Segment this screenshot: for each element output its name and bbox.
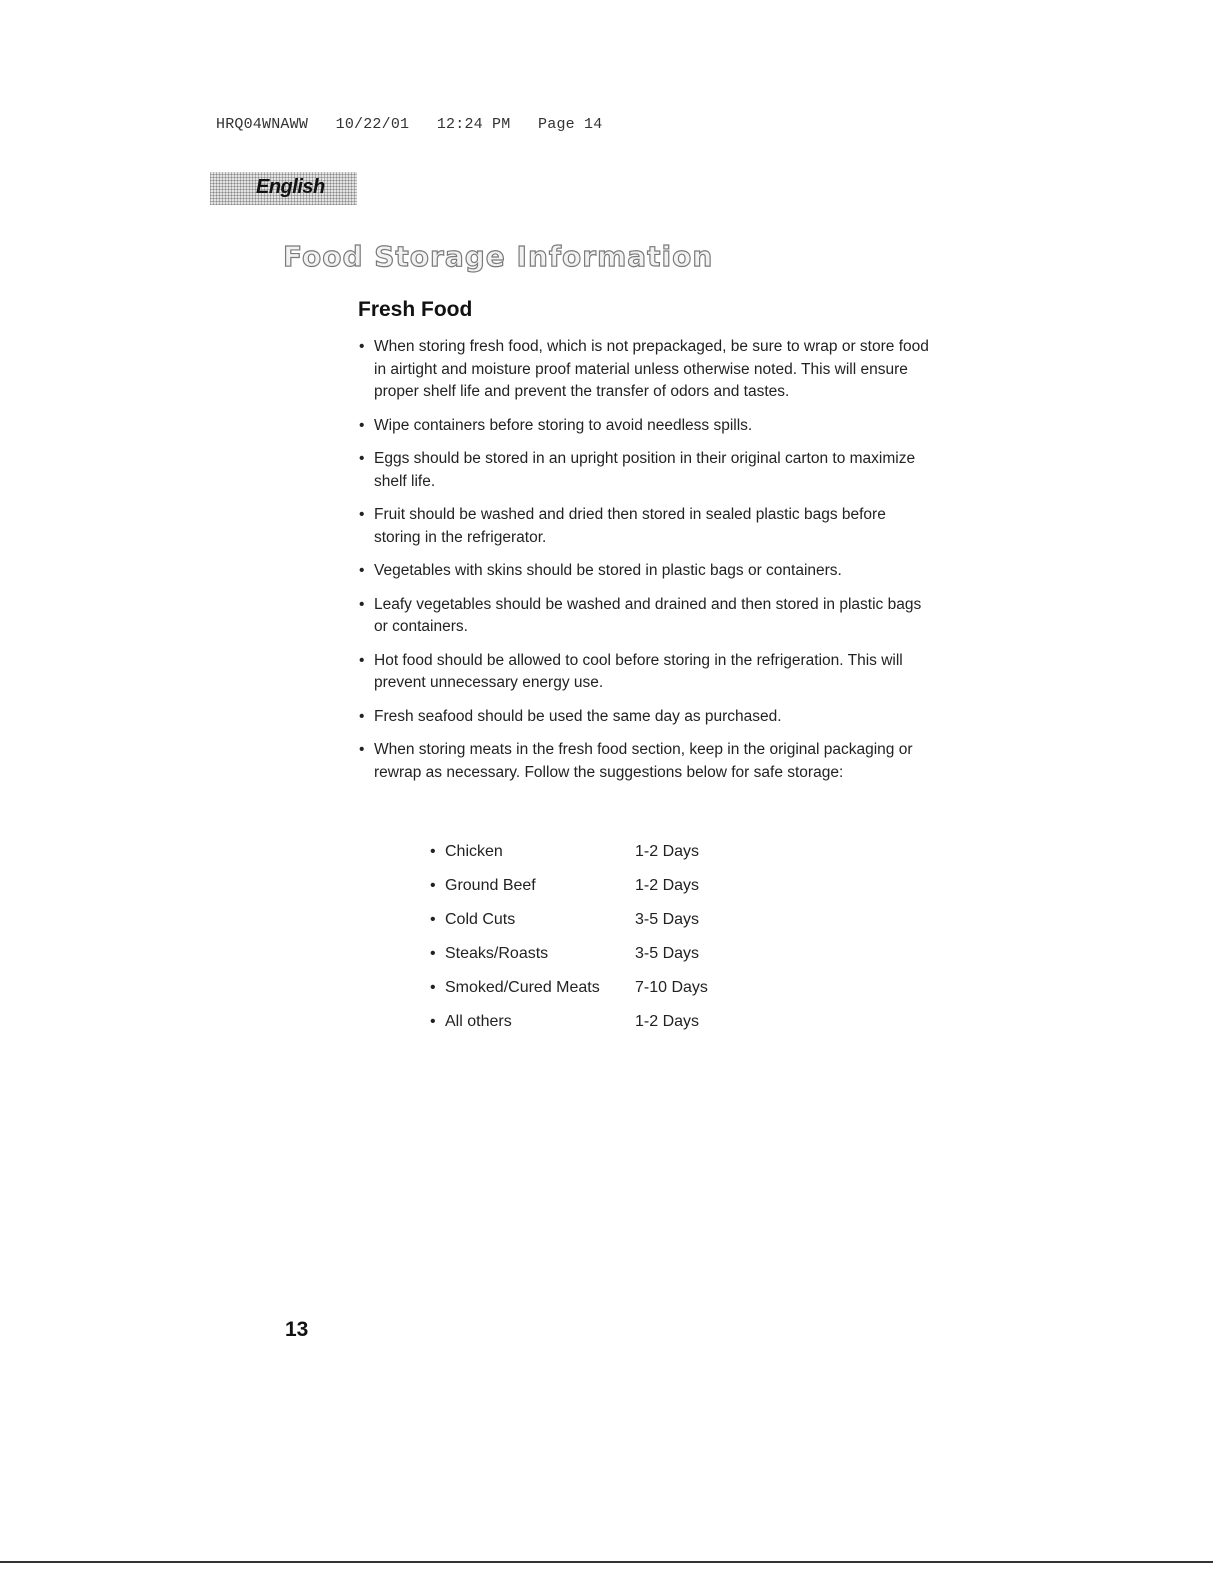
table-row xyxy=(430,979,755,1013)
table-row xyxy=(430,911,755,945)
list-item: • Wipe containers before storing to avoid needless spills. xyxy=(358,415,933,438)
meat-name: • Ground Beef xyxy=(430,877,635,911)
meat-storage-table xyxy=(430,843,755,1047)
storage-days: 7-10 Days xyxy=(635,979,708,996)
meat-name: • All others xyxy=(430,1013,635,1047)
list-item: • Eggs should be stored in an upright position in their original carton to maximize shelf life. xyxy=(358,448,933,493)
section-heading: Fresh Food xyxy=(358,298,473,321)
table-row xyxy=(430,945,755,979)
storage-days: 1-2 Days xyxy=(635,1013,700,1030)
table-row xyxy=(430,843,755,877)
page-bottom-rule xyxy=(0,1561,1213,1563)
storage-days: 1-2 Days xyxy=(635,843,700,860)
meat-name: • Steaks/Roasts xyxy=(430,945,635,979)
table-row xyxy=(430,877,755,911)
storage-days: 3-5 Days xyxy=(635,945,700,962)
meat-name: • Chicken xyxy=(430,843,635,877)
storage-days: 3-5 Days xyxy=(635,911,700,928)
storage-days: 1-2 Days xyxy=(635,877,700,894)
list-item: • When storing meats in the fresh food section, keep in the original packaging or rewrap as necessary. Follow the suggestions below for safe storage: xyxy=(358,739,933,784)
page-number: 13 xyxy=(285,1318,309,1341)
language-tab-label: English xyxy=(256,176,325,198)
meat-name: • Cold Cuts xyxy=(430,911,635,945)
list-item: • Fruit should be washed and dried then stored in sealed plastic bags before storing in the refrigerator. xyxy=(358,504,933,549)
meat-name: • Smoked/Cured Meats xyxy=(430,979,635,1013)
page-title: Food Storage Information xyxy=(283,240,714,273)
language-tab xyxy=(210,172,357,205)
list-item: • Leafy vegetables should be washed and drained and then stored in plastic bags or containers. xyxy=(358,594,933,639)
table-row xyxy=(430,1013,755,1047)
list-item: • Vegetables with skins should be stored in plastic bags or containers. xyxy=(358,560,933,583)
list-item: • Fresh seafood should be used the same day as purchased. xyxy=(358,706,933,729)
storage-tips-list xyxy=(358,336,933,795)
list-item: • Hot food should be allowed to cool before storing in the refrigeration. This will prevent unnecessary energy use. xyxy=(358,650,933,695)
print-header: HRQ04WNAWW 10/22/01 12:24 PM Page 14 xyxy=(216,116,603,133)
list-item: • When storing fresh food, which is not prepackaged, be sure to wrap or store food in airtight and moisture proof material unless otherwise noted. This will ensure proper shelf life and prevent the transfer of odors and tastes. xyxy=(358,336,933,404)
